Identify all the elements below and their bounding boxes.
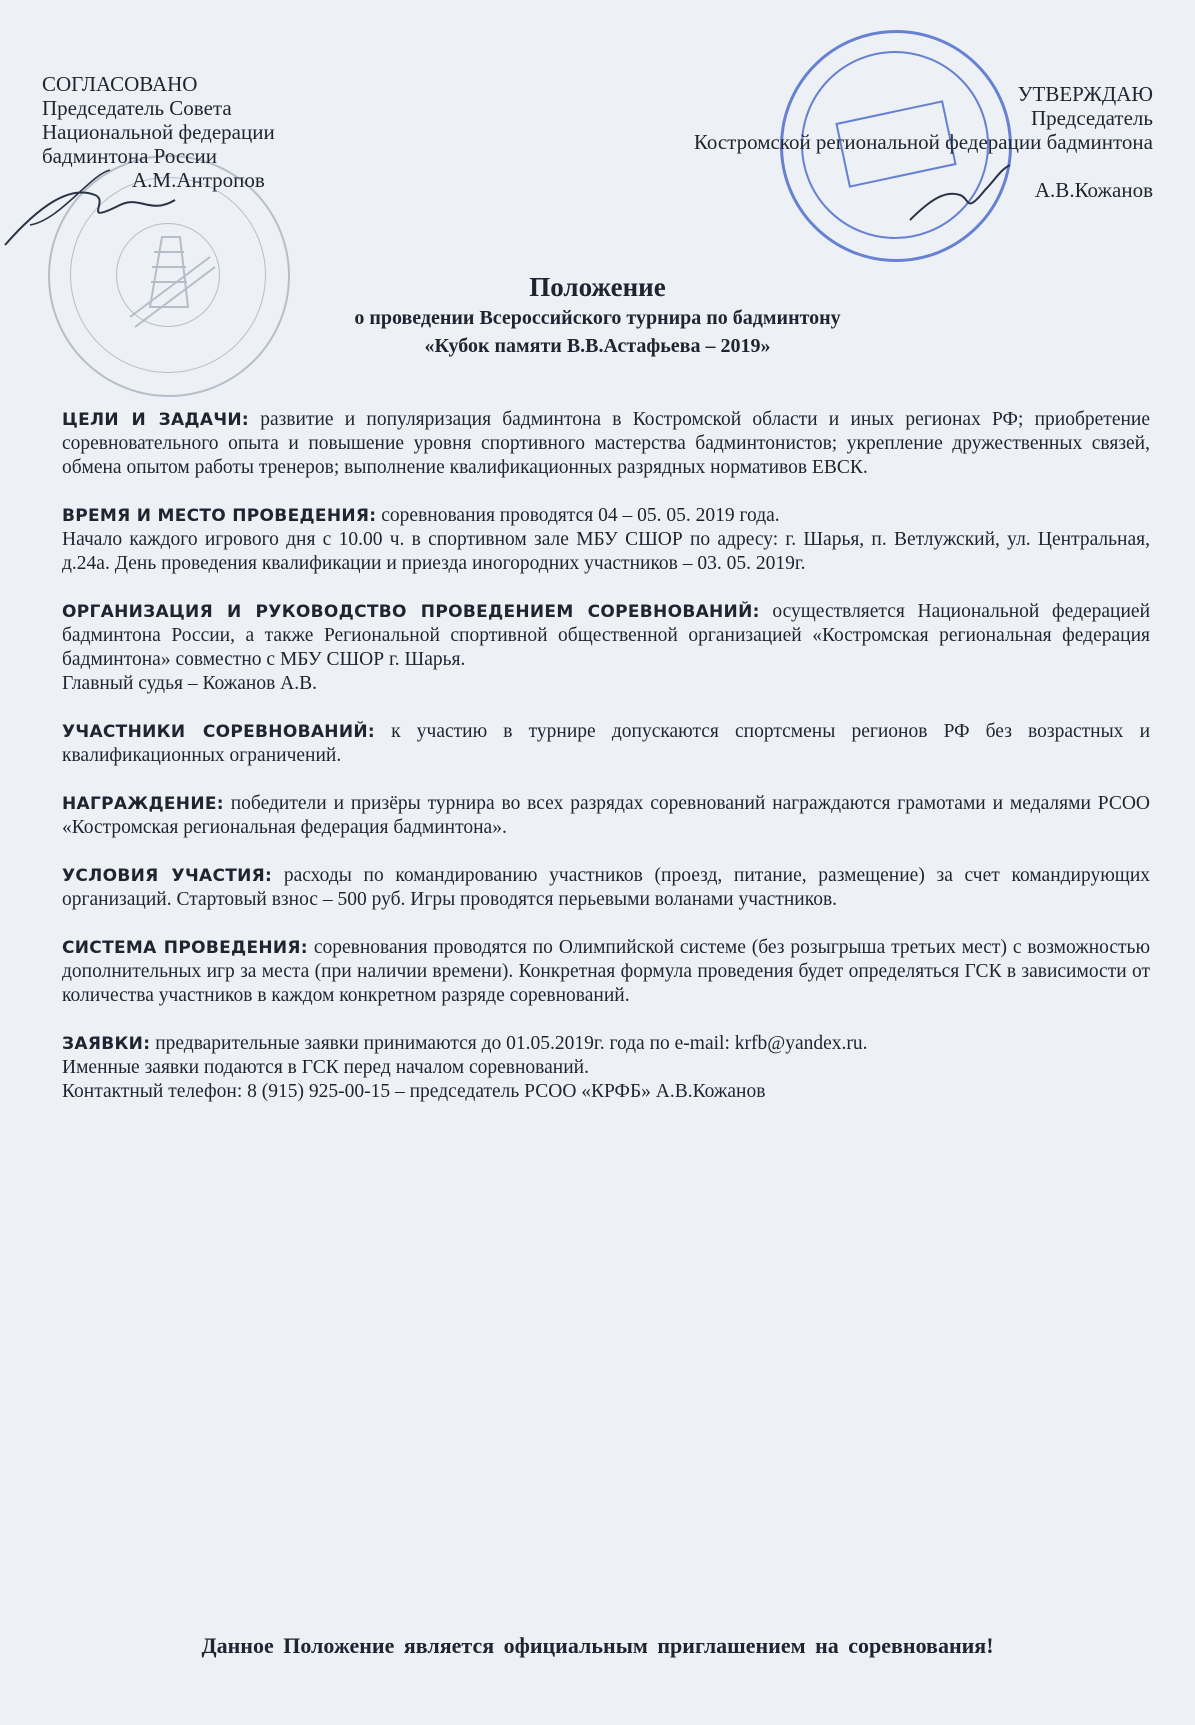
document-title: Положение bbox=[529, 272, 666, 302]
section-goals-text: развитие и популяризация бадминтона в Костромской области и иных регионах РФ; приобретение соревновательного опыта и повышение уровня спортивного мастерства бадминтонистов; укрепление дружественных связей, обмена опытом работы тренеров; выполнение квалификационных разрядных нормативов ЕВСК. bbox=[62, 409, 1151, 478]
section-conditions-text: расходы по командированию участников (проезд, питание, размещение) за счет командирующих организаций. Стартовый взнос – 500 руб. Игры проводятся перьевыми воланами участников. bbox=[62, 865, 1151, 910]
section-applications-heading: ЗАЯВКИ: bbox=[62, 1034, 151, 1054]
document-subtitle-cup: «Кубок памяти В.В.Астафьева – 2019» bbox=[424, 335, 771, 357]
approval-left-block bbox=[42, 72, 275, 192]
approval-right-block bbox=[694, 82, 1153, 202]
section-time-place bbox=[62, 504, 1150, 576]
approval-left-organization-2: бадминтона России bbox=[42, 144, 217, 168]
section-applications-named: Именные заявки подаются в ГСК перед началом соревнований. bbox=[62, 1057, 589, 1078]
approval-right-signer: А.В.Кожанов bbox=[1034, 178, 1153, 202]
section-organization-heading: ОРГАНИЗАЦИЯ И РУКОВОДСТВО ПРОВЕДЕНИЕМ СОРЕВНОВАНИЙ: bbox=[62, 602, 760, 622]
section-applications bbox=[62, 1032, 1150, 1104]
section-goals-heading: ЦЕЛИ И ЗАДАЧИ: bbox=[62, 410, 249, 430]
invitation-note: Данное Положение является официальным приглашением на соревнования! bbox=[201, 1633, 994, 1658]
approval-left-organization: Национальной федерации bbox=[42, 120, 275, 144]
section-applications-contact: Контактный телефон: 8 (915) 925-00-15 – председатель РСОО «КРФБ» А.В.Кожанов bbox=[62, 1081, 766, 1102]
section-awards-heading: НАГРАЖДЕНИЕ: bbox=[62, 794, 224, 814]
approval-left-heading: СОГЛАСОВАНО bbox=[42, 72, 198, 96]
document-body bbox=[62, 408, 1150, 1128]
section-organization-judge: Главный судья – Кожанов А.В. bbox=[62, 673, 317, 694]
section-conditions bbox=[62, 864, 1150, 912]
document-title-block bbox=[0, 270, 1195, 360]
approval-left-signer: А.М.Антропов bbox=[132, 168, 265, 192]
section-time-place-text: соревнования проводятся 04 – 05. 05. 2019 года. bbox=[381, 505, 780, 526]
approval-right-heading: УТВЕРЖДАЮ bbox=[1017, 82, 1153, 106]
document-subtitle: о проведении Всероссийского турнира по бадминтону bbox=[354, 307, 841, 329]
section-participants-text: к участию в турнире допускаются спортсмены регионов РФ без возрастных и квалификационных ограничений. bbox=[62, 721, 1151, 766]
section-awards-text: победители и призёры турнира во всех разрядах соревнований награждаются грамотами и медалями РСОО «Костромская региональная федерация бадминтона». bbox=[62, 793, 1151, 838]
section-participants bbox=[62, 720, 1150, 768]
approval-right-position: Председатель bbox=[1030, 106, 1153, 130]
section-applications-text: предварительные заявки принимаются до 01.05.2019г. года по e-mail: krfb@yandex.ru. bbox=[155, 1033, 868, 1054]
section-organization bbox=[62, 600, 1150, 696]
section-system bbox=[62, 936, 1150, 1008]
section-system-text: соревнования проводятся по Олимпийской системе (без розыгрыша третьих мест) с возможностью дополнительных игр за места (при наличии времени). Конкретная формула проведения будет определяться ГСК в зависимости от количества участников в каждом конкретном разряде соревнований. bbox=[62, 937, 1151, 1006]
section-time-place-heading: ВРЕМЯ И МЕСТО ПРОВЕДЕНИЯ: bbox=[62, 506, 377, 526]
section-awards bbox=[62, 792, 1150, 840]
section-time-place-details: Начало каждого игрового дня с 10.00 ч. в спортивном зале МБУ СШОР по адресу: г. Шарья, п. Ветлужский, ул. Центральная, д.24а. День проведения квалификации и приезда иногородних участников – 03. 05. 2019г. bbox=[62, 529, 1150, 574]
section-goals bbox=[62, 408, 1150, 480]
section-organization-text: осуществляется Национальной федерацией бадминтона России, а также Региональной спортивной общественной организацией «Костромская региональная федерация бадминтона» совместно с МБУ СШОР г. Шарья. bbox=[62, 601, 1151, 670]
section-participants-heading: УЧАСТНИКИ СОРЕВНОВАНИЙ: bbox=[62, 722, 375, 742]
approval-right-organization: Костромской региональной федерации бадминтона bbox=[693, 130, 1153, 154]
section-system-heading: СИСТЕМА ПРОВЕДЕНИЯ: bbox=[62, 938, 308, 958]
approval-left-position: Председатель Совета bbox=[42, 96, 232, 120]
section-conditions-heading: УСЛОВИЯ УЧАСТИЯ: bbox=[62, 866, 273, 886]
